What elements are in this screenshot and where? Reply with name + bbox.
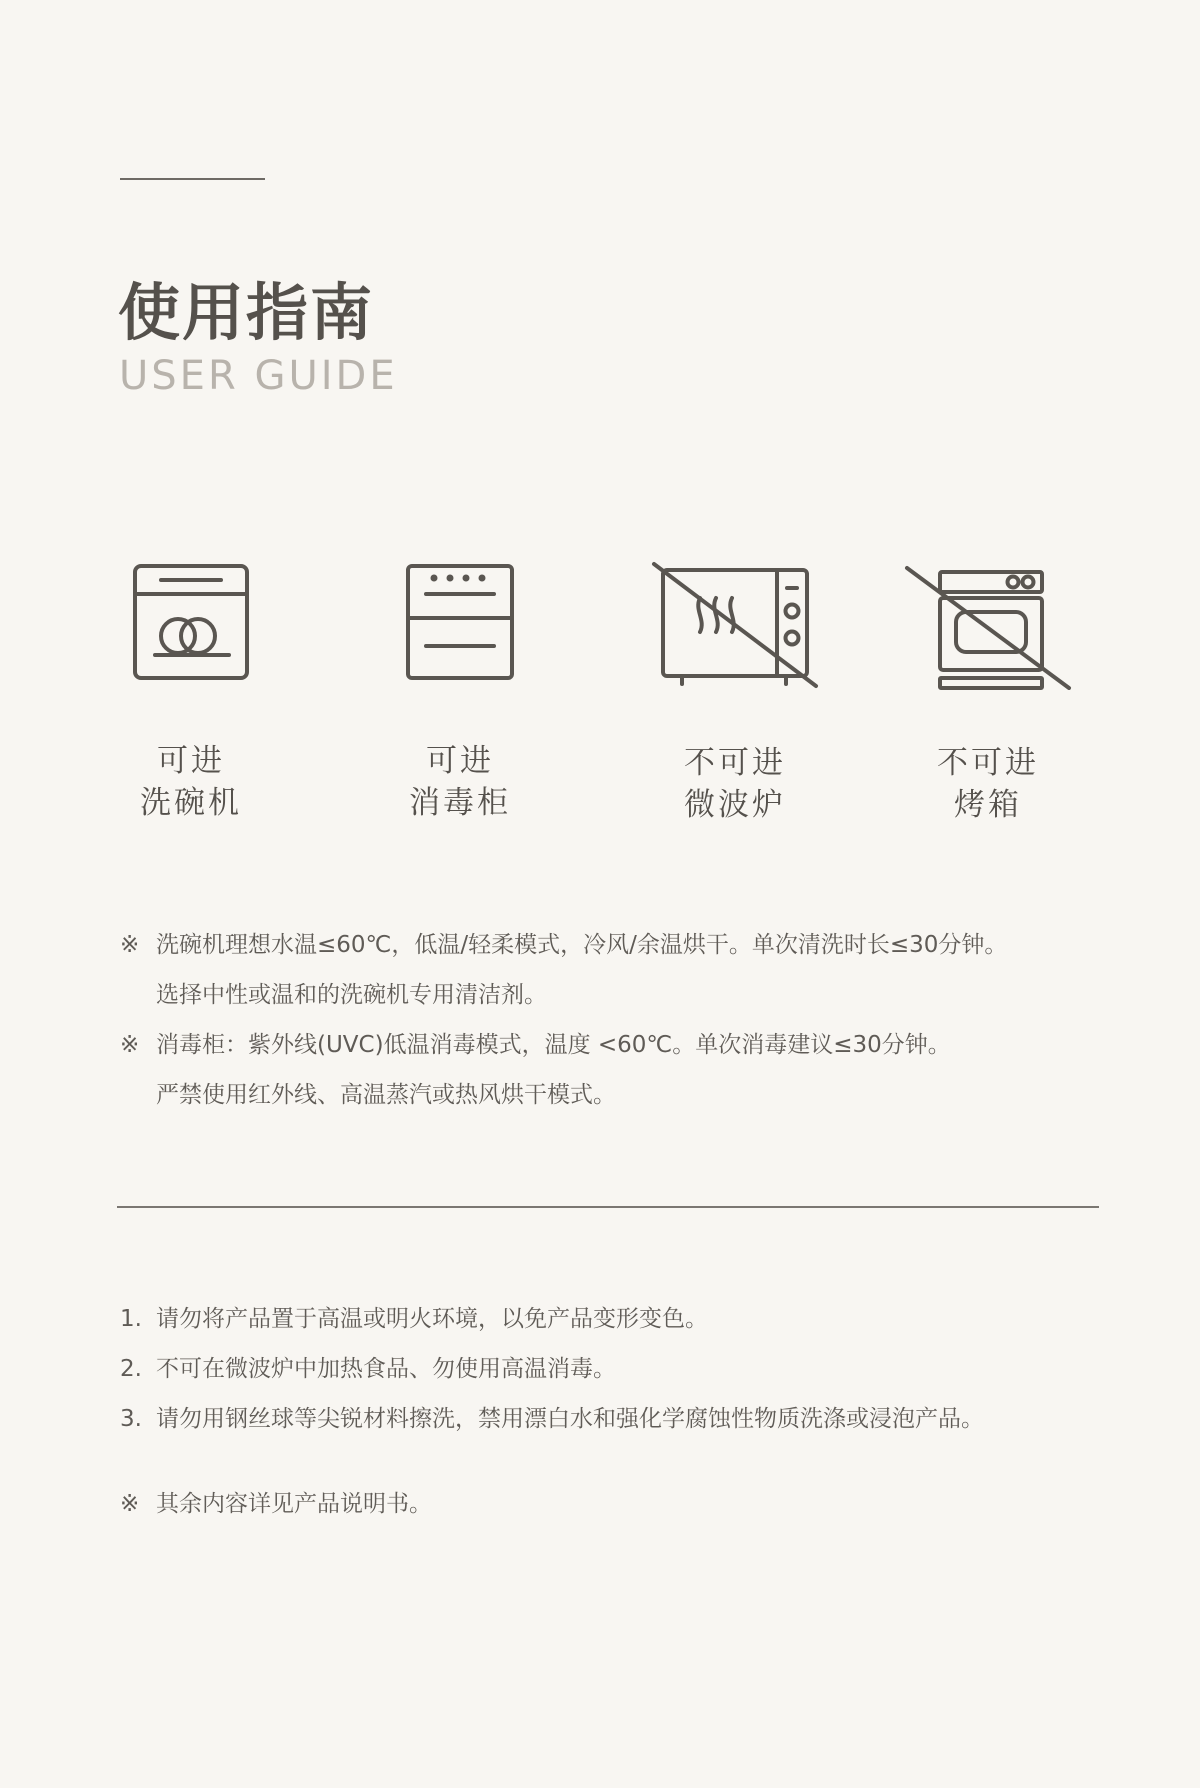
warning-item-3	[120, 1394, 1100, 1444]
section-divider	[117, 1206, 1099, 1208]
note-dishwasher-line1	[120, 920, 1100, 970]
dishwasher-icon	[129, 560, 253, 684]
usage-icons-row	[0, 550, 1200, 850]
oven-label-line1: 不可进	[937, 745, 1039, 781]
microwave-label-line1: 不可进	[684, 745, 786, 781]
oven-card	[878, 560, 1098, 826]
warning-number: 2.	[120, 1356, 142, 1382]
sterilizer-cabinet-card	[350, 560, 570, 824]
page-title: 使用指南	[118, 276, 375, 349]
footer-note-text: 其余内容详见产品说明书。	[156, 1491, 432, 1517]
reference-mark: ※	[120, 1491, 140, 1517]
warning-item-1	[120, 1294, 1100, 1344]
dishwasher-label-line1: 可进	[157, 743, 225, 779]
top-decorative-rule	[120, 178, 265, 180]
sterilizer-label-line1: 可进	[426, 743, 494, 779]
oven-prohibited-icon	[903, 560, 1073, 690]
warning-number: 1.	[120, 1306, 142, 1332]
reference-mark: ※	[120, 932, 140, 958]
microwave-prohibited-icon	[650, 560, 820, 690]
note-text: 消毒柜：紫外线(UVC)低温消毒模式，温度 <60℃。单次消毒建议≤30分钟。	[156, 1032, 951, 1058]
dishwasher-card	[81, 560, 301, 824]
page-subtitle: USER GUIDE	[119, 353, 398, 399]
microwave-label-line2: 微波炉	[684, 787, 786, 823]
warning-number: 3.	[120, 1406, 142, 1432]
oven-label-line2: 烤箱	[954, 787, 1022, 823]
note-sterilizer-line2: 严禁使用红外线、高温蒸汽或热风烘干模式。	[156, 1082, 616, 1108]
warning-text: 请勿将产品置于高温或明火环境，以免产品变形变色。	[156, 1306, 708, 1332]
warning-text: 请勿用钢丝球等尖锐材料擦洗，禁用漂白水和强化学腐蚀性物质洗涤或浸泡产品。	[156, 1406, 984, 1432]
note-text: 洗碗机理想水温≤60℃，低温/轻柔模式，冷风/余温烘干。单次清洗时长≤30分钟。	[156, 932, 1008, 958]
note-dishwasher-line2: 选择中性或温和的洗碗机专用清洁剂。	[156, 982, 547, 1008]
reference-mark: ※	[120, 1032, 140, 1058]
microwave-card	[625, 560, 845, 826]
warning-text: 不可在微波炉中加热食品、勿使用高温消毒。	[156, 1356, 616, 1382]
warning-list	[120, 1294, 1100, 1444]
sterilizer-cabinet-icon	[404, 560, 516, 684]
footer-note	[120, 1479, 432, 1529]
sterilizer-label-line2: 消毒柜	[409, 785, 511, 821]
dishwasher-label-line2: 洗碗机	[140, 785, 242, 821]
care-notes	[120, 920, 1100, 1120]
warning-item-2	[120, 1344, 1100, 1394]
note-sterilizer-line1	[120, 1020, 1100, 1070]
